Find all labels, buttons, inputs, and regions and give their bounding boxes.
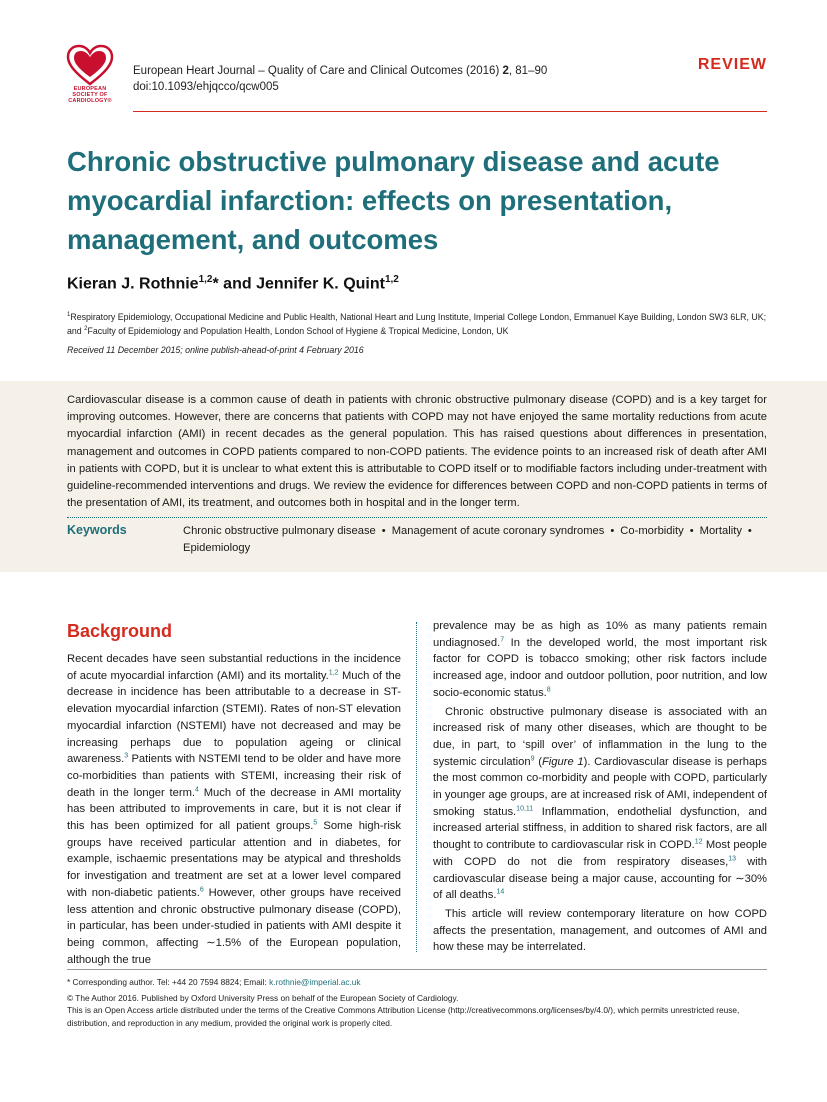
author-separator: and [218,275,257,293]
keyword: Epidemiology [183,542,251,554]
journal-citation [133,63,547,95]
affiliation-mark-1: 1 [67,312,71,318]
paragraph [67,651,401,968]
esc-logo [64,44,116,104]
bullet-icon: • [381,525,386,537]
column-divider [416,622,417,952]
citation-ref[interactable]: 1,2 [328,668,339,676]
text-run: Chronic obstructive pulmonary disease is associated with an increased risk of many other diseases, which are thought to be due, in part, to ‘spill over’ of inflammation in the lung to the systemic circulation [433,705,767,768]
figure-ref[interactable]: Figure 1 [541,755,584,768]
citation-ref[interactable]: 14 [496,888,505,896]
text-run: ). Cardiovascular disease is perhaps the most common co-morbidity and people with COPD, particularly in younger age groups, are at increased risk of AMI, independent of smoking status. [433,755,767,818]
citation-ref[interactable]: 12 [694,838,703,846]
logo-line-2: SOCIETY OF [72,92,108,98]
text-run: Much of the decrease in AMI mortality has been attributed to improvements in care, but it is not clear if this has been optimized for all patient groups. [67,786,401,833]
copyright-note: © The Author 2016. Published by Oxford University Press on behalf of the European Society of Cardiology. [67,993,459,1004]
citation-ref[interactable]: 13 [728,855,737,863]
keywords-rule [67,517,767,518]
text-run: However, other groups have received less attention and chronic obstructive pulmonary disease (COPD), in particular, has been under-studied in patients with AMI despite it being common, affecting ∼1.5% of the European population, although the true [67,886,401,966]
text-run: ( [534,755,542,768]
bullet-icon: • [747,525,752,537]
affiliation-mark-2: 2 [84,326,88,333]
citation-ref[interactable]: 9 [530,754,535,762]
paragraph [433,906,767,956]
logo-line-3: CARDIOLOGY® [68,98,112,104]
text-run: * Corresponding author. Tel: +44 20 7594 8824; Email: [67,977,270,987]
journal-pages: , 81–90 [508,65,548,77]
logo-line-1: EUROPEAN [73,86,107,92]
heart-logo-icon [64,44,116,86]
paragraph [433,618,767,702]
text-run: Inflammation, endothelial dysfunction, and increased arterial stiffness, in addition to shared risk factors, are all thought to contribute to cardiovascular risk in COPD. [433,805,767,852]
author-list [67,274,399,293]
journal-line: European Heart Journal – Quality of Care and Clinical Outcomes (2016) [133,65,500,77]
footnotes [67,976,767,1029]
section-label: REVIEW [697,56,767,73]
bullet-icon: • [610,525,615,537]
text-run: Some high-risk groups have received particular attention and in diabetes, for example, ischaemic presentations may be atypical and thresholds for investigation and treatment are set at a lower level compared with non-diabetic patients. [67,820,401,899]
license-note: This is an Open Access article distributed under the terms of the Creative Commons Attribution License (http://creativecommons.org/licenses/by/4.0/), which permits unrestricted reuse, distribution, and reproduction in any medium, provided the original work is properly cited. [67,1005,740,1028]
corresponding-note [67,976,767,988]
section-heading: Background [67,621,173,641]
author-2: Jennifer K. Quint [256,275,385,293]
citation-ref[interactable]: 10,11 [516,805,534,812]
article-title: Chronic obstructive pulmonary disease and acute myocardial infarction: effects on presentation, management, and outcomes [67,146,720,255]
text-run: Patients with NSTEMI tend to be older and have more co-morbidities than patients with STEMI, increasing their risk of death in the longer term. [67,753,401,799]
left-column [67,651,401,968]
text-run: This article will review contemporary literature on how COPD affects the presentation, management, and outcomes of AMI and how these may be interrelated. [433,907,767,954]
bullet-icon: • [689,525,694,537]
email-link[interactable]: k.rothnie@imperial.ac.uk [269,977,361,987]
keywords-list [183,523,771,557]
abstract-text: Cardiovascular disease is a common cause of death in patients with chronic obstructive pulmonary disease (COPD) and is a key target for improving outcomes. However, there are concerns that patients with COPD may not have enjoyed the same mortality reductions from acute myocardial infarction (AMI) in recent decades as the general population. This has raised questions about differences in presentation, management and outcomes in COPD patients compared to non-COPD patients. The evidence points to an increased risk of death after AMI in patients with COPD, but it is unclear to what extent this is attributable to COPD itself or to modifiable factors including under-treatment with guideline-recommended interventions and drugs. We review the evidence for differences between COPD and non-COPD patients in terms of the presentation of AMI, its treatment, and outcomes both in hospital and in the longer term. [67,394,767,510]
text-run: prevalence may be as high as 10% as many patients remain undiagnosed. [433,620,767,649]
paragraph [433,704,767,904]
doi-link[interactable]: doi:10.1093/ehjqcco/qcw005 [133,81,279,93]
journal-volume: 2 [502,65,509,77]
keywords-label: Keywords [67,523,127,537]
received-dates: Received 11 December 2015; online publish-ahead-of-print 4 February 2016 [67,345,364,355]
author-2-affiliation: 1,2 [384,274,399,285]
author-1-affiliation: 1,2 [198,274,213,285]
affiliations [67,309,767,338]
text-run: with cardiovascular disease being a major cause, accounting for ∼30% of all deaths. [433,855,767,902]
keyword: Management of acute coronary syndromes [391,525,605,537]
right-column [433,618,767,956]
text-run: Most people with COPD do not die from respiratory diseases, [433,839,767,868]
keyword: Co-morbidity [620,525,684,537]
citation-ref[interactable]: 8 [546,686,551,694]
text-run: Recent decades have seen substantial reductions in the incidence of acute myocardial infarction (AMI) and its mortality. [67,653,401,682]
header-rule [133,111,767,112]
text-run: Much of the decrease in incidence has been attributable to a decrease in ST-elevation myocardial infarction (STEMI). Rates of non-ST elevation myocardial infarction (NSTEMI) have not decreased and may be increasing perhaps due to population ageing or clinical awareness. [67,669,401,766]
footnote-rule [67,969,767,970]
citation-ref[interactable]: 6 [199,886,204,894]
keyword: Mortality [699,525,742,537]
citation-ref[interactable]: 3 [124,752,129,760]
author-1: Kieran J. Rothnie [67,275,199,293]
keyword: Chronic obstructive pulmonary disease [183,525,376,537]
affiliation-2: Faculty of Epidemiology and Population Health, London School of Hygiene & Tropical Medicine, London, UK [87,326,509,337]
citation-ref[interactable]: 7 [500,635,505,643]
citation-ref[interactable]: 4 [195,785,199,793]
text-run: In the developed world, the most important risk factor for COPD is tobacco smoking; other risk factors include increased age, indoor and outdoor pollution, poor nutrition, and low socio-economic status. [433,636,767,699]
corresponding-mark: * [212,275,219,293]
affiliation-1: Respiratory Epidemiology, Occupational Medicine and Public Health, National Heart and Lung Institute, Imperial College London, Emmanuel Kaye Building, London SW3 6LR, UK; and [67,311,767,337]
citation-ref[interactable]: 5 [313,819,318,827]
